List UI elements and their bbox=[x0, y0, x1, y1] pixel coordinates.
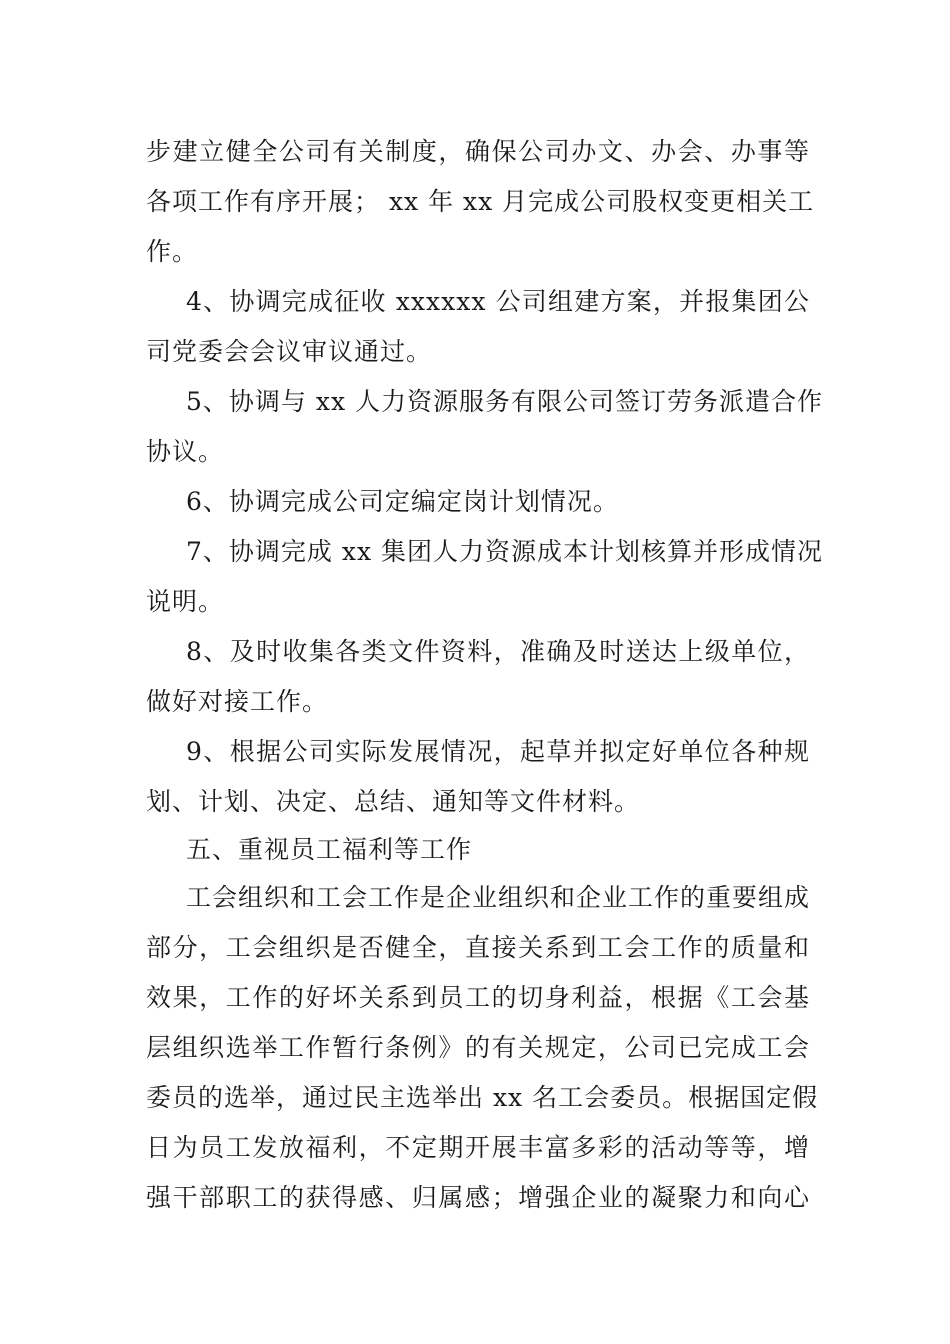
text-line: 司党委会会议审议通过。 bbox=[146, 337, 433, 366]
paragraph-line: 部分，工会组织是否健全，直接关系到工会工作的质量和 bbox=[146, 933, 810, 962]
list-item-4: 4、协调完成征收 xxxxxx 公司组建方案，并报集团公 bbox=[186, 287, 810, 316]
paragraph-line: 强干部职工的获得感、归属感；增强企业的凝聚力和向心 bbox=[146, 1183, 810, 1212]
paragraph-line: 工会组织和工会工作是企业组织和企业工作的重要组成 bbox=[186, 883, 811, 912]
text-line: 说明。 bbox=[146, 587, 225, 616]
text-line: 步建立健全公司有关制度，确保公司办文、办会、办事等 bbox=[146, 137, 810, 166]
text-line: 做好对接工作。 bbox=[146, 687, 329, 716]
paragraph-line: 效果，工作的好坏关系到员工的切身利益，根据《工会基 bbox=[146, 983, 810, 1012]
section-heading: 五、重视员工福利等工作 bbox=[186, 835, 473, 864]
paragraph-line: 层组织选举工作暂行条例》的有关规定，公司已完成工会 bbox=[146, 1033, 810, 1062]
list-item-9: 9、根据公司实际发展情况，起草并拟定好单位各种规 bbox=[186, 737, 810, 766]
text-line: 作。 bbox=[146, 237, 199, 266]
paragraph-line: 日为员工发放福利，不定期开展丰富多彩的活动等等，增 bbox=[146, 1133, 810, 1162]
list-item-8: 8、及时收集各类文件资料，准确及时送达上级单位， bbox=[186, 637, 810, 666]
list-item-6: 6、协调完成公司定编定岗计划情况。 bbox=[186, 487, 619, 516]
text-line: 协议。 bbox=[146, 437, 225, 466]
list-item-5: 5、协调与 xx 人力资源服务有限公司签订劳务派遣合作 bbox=[186, 387, 823, 416]
text-line: 划、计划、决定、总结、通知等文件材料。 bbox=[146, 787, 641, 816]
list-item-7: 7、协调完成 xx 集团人力资源成本计划核算并形成情况 bbox=[186, 537, 823, 566]
text-line: 各项工作有序开展； xx 年 xx 月完成公司股权变更相关工 bbox=[146, 187, 815, 216]
paragraph-line: 委员的选举，通过民主选举出 xx 名工会委员。根据国定假 bbox=[146, 1083, 819, 1112]
